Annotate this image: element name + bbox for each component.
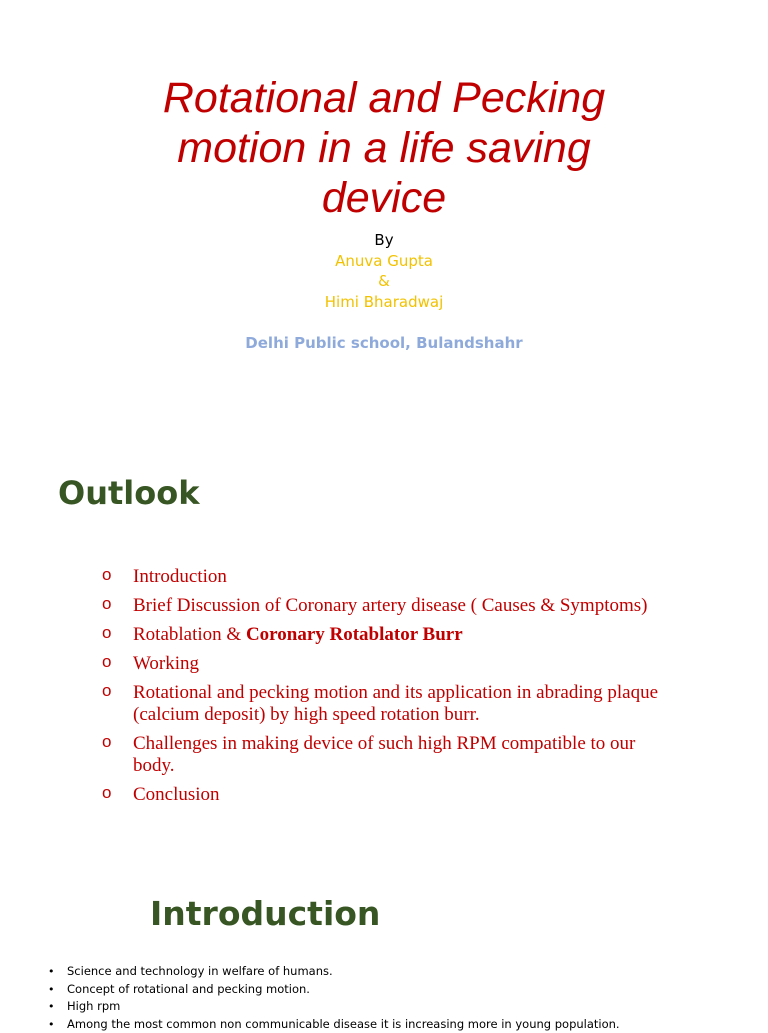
bullet-dot-icon: • [48,981,55,999]
introduction-item [48,998,748,1016]
title-line-1: Rotational and Pecking [0,73,768,123]
bullet-dot-icon: • [48,998,55,1016]
circle-bullet-icon: o [102,651,111,673]
by-label: By [0,230,768,251]
author-1: Anuva Gupta [0,251,768,272]
outlook-item [102,624,662,646]
author-separator: & [0,271,768,292]
outlook-item-text: Working [133,653,199,674]
title-line-3: device [0,173,768,223]
outlook-item [102,595,662,617]
outlook-list [102,566,662,813]
title-line-2: motion in a life saving [0,123,768,173]
outlook-item [102,784,662,806]
introduction-item [48,963,748,981]
school-name: Delhi Public school, Bulandshahr [0,334,768,352]
outlook-item [102,566,662,588]
byline [0,230,768,312]
outlook-item-bold-text: Coronary Rotablator Burr [246,624,463,645]
author-2: Himi Bharadwaj [0,292,768,313]
outlook-item-text: Rotational and pecking motion and its application in abrading plaque (calcium deposit) by high speed rotation burr. [133,682,658,725]
outlook-item [102,682,662,726]
main-title [0,73,768,223]
introduction-item-text: Science and technology in welfare of humans. [67,964,333,978]
circle-bullet-icon: o [102,782,111,804]
circle-bullet-icon: o [102,680,111,702]
outlook-item [102,653,662,675]
introduction-heading: Introduction [150,894,380,933]
introduction-list [48,963,748,1033]
outlook-item-text: Challenges in making device of such high RPM compatible to our body. [133,733,635,776]
introduction-item [48,981,748,999]
circle-bullet-icon: o [102,564,111,586]
outlook-heading: Outlook [58,474,200,512]
title-slide [0,0,768,400]
introduction-item-text: Concept of rotational and pecking motion. [67,982,310,996]
introduction-item [48,1016,748,1033]
outlook-item-text: Conclusion [133,784,220,805]
bullet-dot-icon: • [48,963,55,981]
outlook-item [102,733,662,777]
circle-bullet-icon: o [102,731,111,753]
introduction-item-text: High rpm [67,999,120,1013]
outlook-item-text: Introduction [133,566,227,587]
outlook-item-text: Brief Discussion of Coronary artery disease ( Causes & Symptoms) [133,595,648,616]
circle-bullet-icon: o [102,593,111,615]
bullet-dot-icon: • [48,1016,55,1033]
circle-bullet-icon: o [102,622,111,644]
outlook-item-text: Rotablation & [133,624,246,645]
introduction-item-text: Among the most common non communicable disease it is increasing more in young population. [67,1017,620,1031]
